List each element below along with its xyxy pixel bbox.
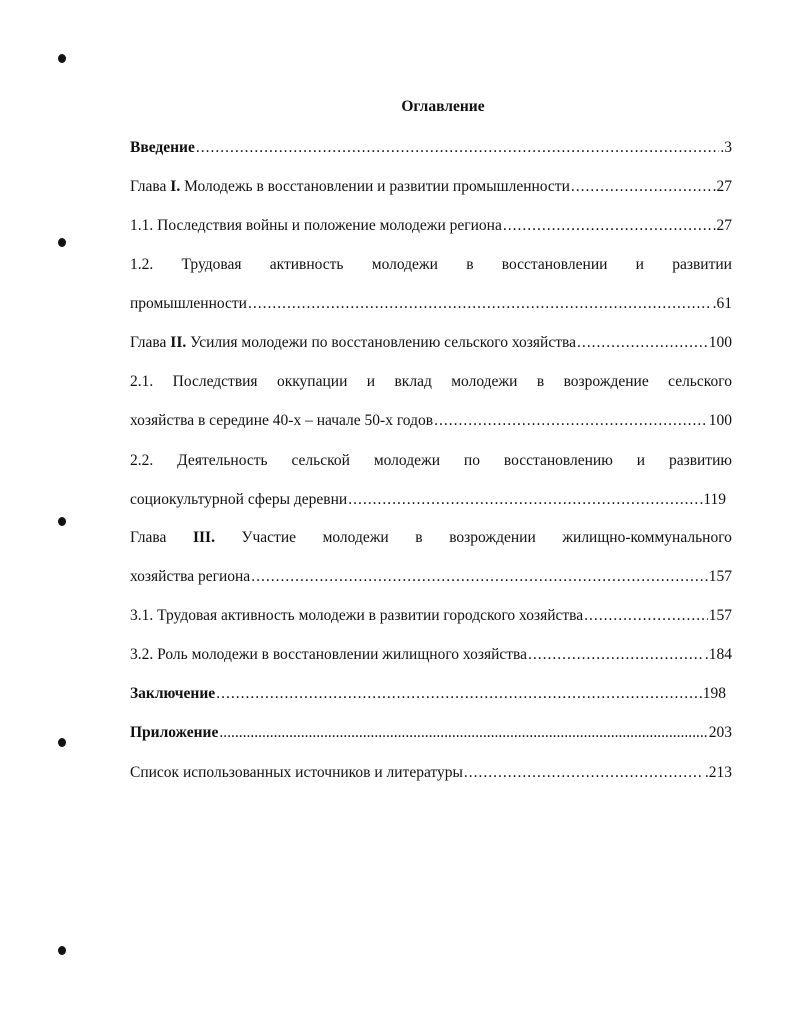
- binder-hole-1: [58, 54, 66, 63]
- toc-page: 157: [708, 607, 732, 624]
- toc-leader: [434, 411, 708, 431]
- toc-page: .27: [712, 178, 732, 195]
- toc-entry-section-2-2: 2.2. Деятельность сельской молодежи по восстановлению и развитию: [130, 452, 732, 469]
- toc-entry-section-1-1: [130, 216, 732, 236]
- binder-hole-3: [58, 517, 66, 526]
- toc-page: .61: [712, 295, 732, 312]
- toc-label: социокультурной сферы деревни: [130, 491, 348, 508]
- toc-label: хозяйства в середине 40-х – начале 50-х годов: [130, 412, 434, 429]
- binder-hole-4: [58, 738, 66, 747]
- toc-page: 100: [708, 334, 732, 351]
- toc-entry-section-1-2: 1.2. Трудовая активность молодежи в восстановлении и развитии: [130, 256, 732, 273]
- binder-hole-2: [58, 238, 66, 247]
- toc-label: промышленности: [130, 295, 247, 312]
- toc-label: Заключение: [130, 685, 216, 702]
- toc-leader: [216, 684, 702, 704]
- toc-label: хозяйства региона: [130, 568, 251, 585]
- toc-page: .27: [712, 217, 732, 234]
- toc-leader: [248, 294, 712, 314]
- toc-page: .213: [704, 764, 732, 781]
- toc-leader: [251, 567, 708, 587]
- toc-leader: [577, 333, 708, 353]
- toc-leader: [584, 606, 708, 626]
- toc-leader: [571, 177, 712, 197]
- toc-page: .3: [720, 139, 732, 156]
- toc-label: Приложение: [130, 724, 219, 741]
- toc-label: 3.2. Роль молодежи в восстановлении жилищного хозяйства: [130, 646, 528, 663]
- toc-page: .184: [704, 646, 732, 663]
- toc-page: 198: [702, 685, 726, 702]
- toc-entry-conclusion: [130, 684, 726, 704]
- toc-entry-sources: [130, 763, 732, 783]
- toc-leader: [464, 763, 704, 783]
- toc-page: 100: [708, 412, 732, 429]
- toc-page: .119: [699, 491, 726, 508]
- toc-leader: [503, 216, 712, 236]
- toc-entry-chapter-2: [130, 333, 732, 353]
- toc-leader: [528, 645, 704, 665]
- toc-label: 3.1. Трудовая активность молодежи в развитии городского хозяйства: [130, 607, 584, 624]
- toc-entry-chapter-3: Глава III. Участие молодежи в возрождении жилищно-коммунального: [130, 529, 732, 546]
- toc-entry-intro: [130, 138, 732, 158]
- toc-label: Список использованных источников и литературы: [130, 764, 463, 781]
- toc-label: Глава I. Молодежь в восстановлении и развитии промышленности: [130, 178, 570, 195]
- toc-leader: [196, 138, 720, 158]
- toc-entry-chapter-3-cont: [130, 567, 732, 587]
- toc-entry-section-2-1-cont: [130, 411, 732, 431]
- toc-label: Введение: [130, 139, 195, 156]
- toc-page: 157: [708, 568, 732, 585]
- toc-page: 203: [708, 724, 732, 741]
- toc-leader: [348, 490, 698, 510]
- toc-label: Глава II. Усилия молодежи по восстановлению сельского хозяйства: [130, 334, 576, 351]
- toc-entry-section-2-1: 2.1. Последствия оккупации и вклад молодежи в возрождение сельского: [130, 373, 732, 390]
- page-title: Оглавление: [401, 98, 485, 115]
- toc-entry-appendix: [130, 723, 732, 743]
- toc-entry-section-3-1: [130, 606, 732, 626]
- toc-entry-section-3-2: [130, 645, 732, 665]
- toc-label: 1.1. Последствия войны и положение молодежи региона: [130, 217, 502, 234]
- toc-leader: [219, 723, 707, 743]
- toc-entry-section-1-2-cont: [130, 294, 732, 314]
- toc-entry-chapter-1: [130, 177, 732, 197]
- binder-hole-5: [58, 946, 66, 955]
- toc-entry-section-2-2-cont: [130, 490, 726, 510]
